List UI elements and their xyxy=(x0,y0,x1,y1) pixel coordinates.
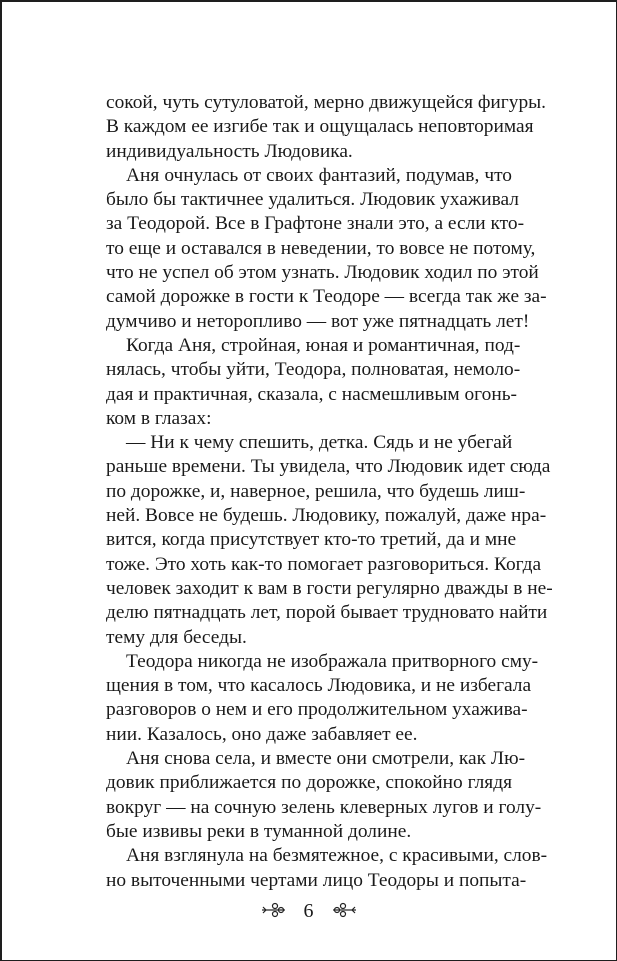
paragraph xyxy=(106,431,553,650)
text-line: что не успел об этом узнать. Людовик ходил по этой xyxy=(106,262,539,284)
text-line: самой дорожке в гости к Теодоре — всегда так же за- xyxy=(106,286,547,308)
paragraph xyxy=(106,844,548,893)
text-line: В каждом ее изгибе так и ощущалась неповторимая xyxy=(106,116,534,138)
text-line: за Теодорой. Все в Графтоне знали это, а если кто- xyxy=(106,213,525,235)
paragraph xyxy=(106,164,547,334)
text-line: думчиво и неторопливо — вот уже пятнадцать лет! xyxy=(106,310,530,332)
body-text xyxy=(106,91,553,893)
text-line: щения в том, что касалось Людовика, и не избегала xyxy=(106,675,532,697)
page-footer xyxy=(0,900,617,924)
text-line: Аня взглянула на безмятежное, с красивыми, слов- xyxy=(126,845,548,867)
text-line: человек заходит к вам в гости регулярно дважды в не- xyxy=(106,577,553,599)
text-line: дая и практичная, сказала, с насмешливым огонь- xyxy=(106,383,518,405)
text-line: вокруг — на сочную зелень клеверных лугов и голу- xyxy=(106,796,542,818)
text-line: — Ни к чему спешить, детка. Сядь и не убегай xyxy=(126,432,513,454)
text-line: Аня снова села, и вместе они смотрели, как Лю- xyxy=(126,748,526,770)
text-line: разговоров о нем и его продолжительном ухажива- xyxy=(106,699,528,721)
text-line: вится, когда присутствует кто-то третий, да и мне xyxy=(106,529,517,551)
text-line: ней. Вовсе не будешь. Людовику, пожалуй, даже нра- xyxy=(106,505,547,527)
text-line: то еще и оставался в неведении, то вовсе не потому, xyxy=(106,237,536,259)
text-line: по дорожке, и, наверное, решила, что будешь лиш- xyxy=(106,480,526,502)
text-line: ком в глазах: xyxy=(106,407,212,429)
text-line: тоже. Это хоть как-то помогает разговориться. Когда xyxy=(106,553,542,575)
ornament-right-icon xyxy=(331,901,357,924)
text-line: Теодора никогда не изображала притворного сму- xyxy=(126,650,539,672)
text-line: Когда Аня, стройная, юная и романтичная, под- xyxy=(126,334,521,356)
text-line: бые извивы реки в туманной долине. xyxy=(106,820,412,842)
ornament-left-icon xyxy=(261,901,287,924)
text-line: нялась, чтобы уйти, Теодора, полноватая, немоло- xyxy=(106,359,521,381)
page-number: 6 xyxy=(303,900,314,922)
text-line: нии. Казалось, оно даже забавляет ее. xyxy=(106,723,418,745)
text-line: сокой, чуть сутуловатой, мерно движущейся фигуры. xyxy=(106,92,547,113)
text-line: было бы тактичнее удалиться. Людовик ухаживал xyxy=(106,189,519,211)
text-line: довик приближается по дорожке, спокойно глядя xyxy=(106,772,512,794)
text-line: тему для беседы. xyxy=(106,626,247,648)
text-line: делю пятнадцать лет, порой бывает трудновато найти xyxy=(106,602,548,624)
text-line: индивидуальность Людовика. xyxy=(106,140,353,162)
text-line: раньше времени. Ты увидела, что Людовик идет сюда xyxy=(106,456,551,478)
paragraph xyxy=(106,747,542,844)
paragraph xyxy=(106,91,547,164)
paragraph xyxy=(106,334,521,431)
paragraph xyxy=(106,650,539,747)
text-line: Аня очнулась от своих фантазий, подумав, что xyxy=(126,164,512,186)
text-line: но выточенными чертами лицо Теодоры и попыта- xyxy=(106,869,527,891)
